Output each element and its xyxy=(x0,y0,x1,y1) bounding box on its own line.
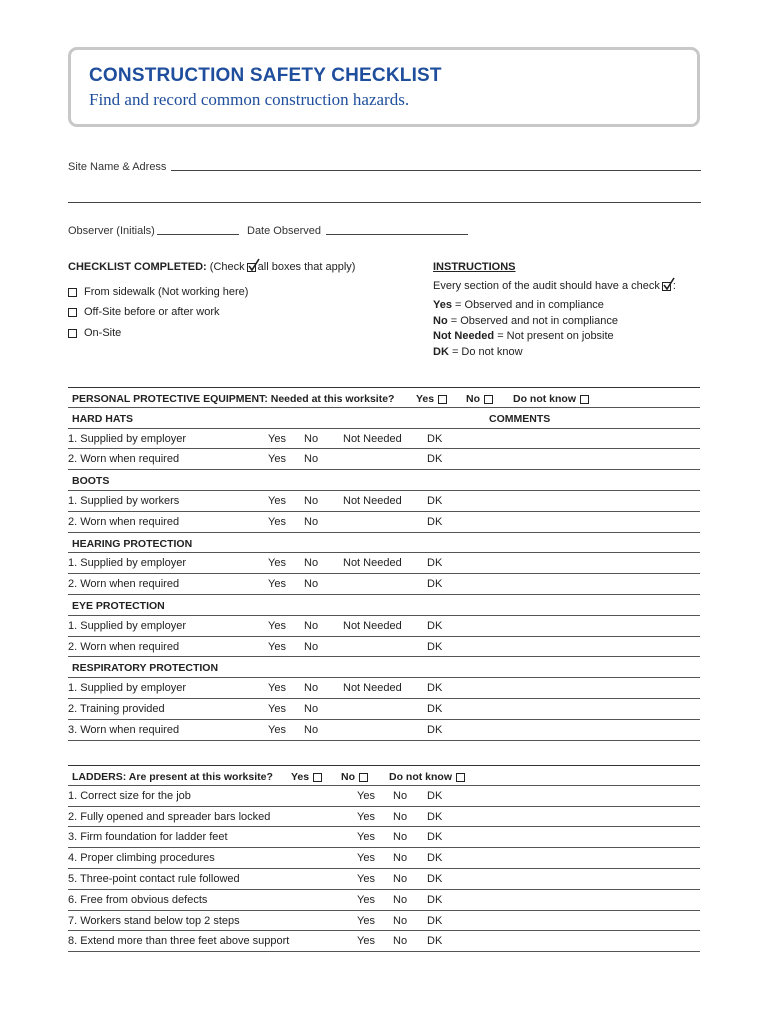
answer-dk[interactable]: DK xyxy=(427,453,443,466)
site-input-line-2[interactable] xyxy=(68,202,701,203)
item-label: 6. Free from obvious defects xyxy=(68,893,208,906)
date-label: Date Observed xyxy=(247,225,321,237)
checklist-row xyxy=(68,807,700,828)
answer-no[interactable]: No xyxy=(304,578,319,591)
checkbox[interactable] xyxy=(484,395,493,404)
item-label: 8. Extend more than three feet above support xyxy=(68,935,290,948)
checklist-row xyxy=(68,429,700,450)
answer-not-needed[interactable]: Not Needed xyxy=(343,682,402,695)
instruction-dk: DK = Do not know xyxy=(433,346,523,358)
checklist-row xyxy=(68,931,700,952)
ppe-question: PERSONAL PROTECTIVE EQUIPMENT: Needed at this worksite? xyxy=(72,393,395,405)
option-sidewalk[interactable]: From sidewalk (Not working here) xyxy=(68,286,248,298)
answer-dk[interactable]: DK xyxy=(427,682,443,695)
checkbox[interactable] xyxy=(68,288,77,297)
item-label: 1. Supplied by employer xyxy=(68,557,187,570)
answer-no[interactable]: No xyxy=(393,789,408,802)
answer-yes[interactable]: Yes xyxy=(357,872,375,885)
answer-dk[interactable]: DK xyxy=(427,810,443,823)
answer-dk[interactable]: DK xyxy=(427,432,443,445)
ladders-no-option[interactable]: No xyxy=(341,771,368,783)
checklist-row xyxy=(68,827,700,848)
checklist-row xyxy=(68,890,700,911)
option-onsite[interactable]: On-Site xyxy=(68,327,121,339)
item-label: 3. Worn when required xyxy=(68,723,180,736)
ppe-dk-option[interactable]: Do not know xyxy=(513,393,589,405)
answer-dk[interactable]: DK xyxy=(427,515,443,528)
option-offsite[interactable]: Off-Site before or after work xyxy=(68,306,220,318)
checkbox[interactable] xyxy=(359,773,368,782)
section-title-row xyxy=(68,657,700,678)
item-label: 4. Proper climbing procedures xyxy=(68,852,215,865)
answer-yes[interactable]: Yes xyxy=(268,723,286,736)
item-label: 2. Training provided xyxy=(68,702,165,715)
checklist-row xyxy=(68,678,700,699)
answer-dk[interactable]: DK xyxy=(427,872,443,885)
checklist-row xyxy=(68,699,700,720)
answer-dk[interactable]: DK xyxy=(427,852,443,865)
checklist-row xyxy=(68,637,700,658)
ladders-question: LADDERS: Are present at this worksite? xyxy=(72,771,273,783)
answer-not-needed[interactable]: Not Needed xyxy=(343,619,402,632)
answer-dk[interactable]: DK xyxy=(427,640,443,653)
checkbox[interactable] xyxy=(68,329,77,338)
comments-heading: COMMENTS xyxy=(489,412,551,425)
answer-yes[interactable]: Yes xyxy=(268,682,286,695)
ppe-no-option[interactable]: No xyxy=(466,393,493,405)
answer-dk[interactable]: DK xyxy=(427,914,443,927)
answer-no[interactable]: No xyxy=(304,515,319,528)
answer-dk[interactable]: DK xyxy=(427,578,443,591)
checkbox[interactable] xyxy=(456,773,465,782)
answer-no[interactable]: No xyxy=(304,640,319,653)
observer-input-line[interactable] xyxy=(157,234,239,235)
page-subtitle: Find and record common construction hazards. xyxy=(89,90,410,109)
item-label: 1. Supplied by employer xyxy=(68,432,187,445)
answer-yes[interactable]: Yes xyxy=(268,453,286,466)
answer-no[interactable]: No xyxy=(393,810,408,823)
title-box xyxy=(68,47,700,127)
checklist-row xyxy=(68,616,700,637)
answer-yes[interactable]: Yes xyxy=(357,810,375,823)
answer-no[interactable]: No xyxy=(304,453,319,466)
site-input-line[interactable] xyxy=(171,170,701,171)
answer-no[interactable]: No xyxy=(393,893,408,906)
section-title-row xyxy=(68,408,700,429)
item-label: 1. Correct size for the job xyxy=(68,789,191,802)
checkmark-icon xyxy=(662,282,671,291)
instruction-no: No = Observed and not in compliance xyxy=(433,315,618,327)
answer-no[interactable]: No xyxy=(304,557,319,570)
item-label: 1. Supplied by workers xyxy=(68,494,180,507)
answer-yes[interactable]: Yes xyxy=(357,935,375,948)
answer-yes[interactable]: Yes xyxy=(268,578,286,591)
answer-yes[interactable]: Yes xyxy=(268,494,286,507)
ppe-yes-option[interactable]: Yes xyxy=(416,393,447,405)
answer-dk[interactable]: DK xyxy=(427,702,443,715)
item-label: 5. Three-point contact rule followed xyxy=(68,872,240,885)
item-label: 2. Worn when required xyxy=(68,453,180,466)
ladders-yes-option[interactable]: Yes xyxy=(291,771,322,783)
answer-no[interactable]: No xyxy=(393,852,408,865)
checklist-row xyxy=(68,720,700,741)
answer-not-needed[interactable]: Not Needed xyxy=(343,494,402,507)
item-label: 2. Worn when required xyxy=(68,640,180,653)
answer-no[interactable]: No xyxy=(393,935,408,948)
answer-yes[interactable]: Yes xyxy=(268,515,286,528)
checklist-row xyxy=(68,512,700,533)
ladders-dk-option[interactable]: Do not know xyxy=(389,771,465,783)
answer-no[interactable]: No xyxy=(304,619,319,632)
item-label: 2. Worn when required xyxy=(68,515,180,528)
answer-yes[interactable]: Yes xyxy=(268,432,286,445)
item-label: 2. Worn when required xyxy=(68,578,180,591)
answer-yes[interactable]: Yes xyxy=(357,831,375,844)
checklist-row xyxy=(68,574,700,595)
checkbox[interactable] xyxy=(313,773,322,782)
checkmark-icon xyxy=(247,263,256,272)
checkbox[interactable] xyxy=(438,395,447,404)
checkbox[interactable] xyxy=(68,308,77,317)
instruction-yes: Yes = Observed and in compliance xyxy=(433,299,604,311)
section-title: BOOTS xyxy=(72,475,110,488)
answer-yes[interactable]: Yes xyxy=(357,789,375,802)
item-label: 3. Firm foundation for ladder feet xyxy=(68,831,228,844)
item-label: 7. Workers stand below top 2 steps xyxy=(68,914,240,927)
ladders-table xyxy=(68,765,700,952)
item-label: 1. Supplied by employer xyxy=(68,682,187,695)
answer-dk[interactable]: DK xyxy=(427,619,443,632)
site-label: Site Name & Adress xyxy=(68,161,167,173)
answer-no[interactable]: No xyxy=(393,831,408,844)
checkbox[interactable] xyxy=(580,395,589,404)
checklist-row xyxy=(68,786,700,807)
answer-yes[interactable]: Yes xyxy=(357,914,375,927)
answer-no[interactable]: No xyxy=(304,723,319,736)
answer-yes[interactable]: Yes xyxy=(357,852,375,865)
instructions-heading: INSTRUCTIONS xyxy=(433,261,516,273)
answer-no[interactable]: No xyxy=(393,914,408,927)
item-label: 1. Supplied by employer xyxy=(68,619,187,632)
answer-not-needed[interactable]: Not Needed xyxy=(343,557,402,570)
answer-dk[interactable]: DK xyxy=(427,893,443,906)
instructions-intro: Every section of the audit should have a check : xyxy=(433,280,676,292)
answer-yes[interactable]: Yes xyxy=(268,557,286,570)
answer-not-needed[interactable]: Not Needed xyxy=(343,432,402,445)
answer-yes[interactable]: Yes xyxy=(357,893,375,906)
item-label: 2. Fully opened and spreader bars locked xyxy=(68,810,271,823)
answer-dk[interactable]: DK xyxy=(427,935,443,948)
checklist-completed-heading: CHECKLIST COMPLETED: (Check all boxes that apply) xyxy=(68,261,355,273)
answer-no[interactable]: No xyxy=(304,682,319,695)
instruction-not-needed: Not Needed = Not present on jobsite xyxy=(433,330,614,342)
answer-no[interactable]: No xyxy=(393,872,408,885)
ladders-header-row xyxy=(68,765,700,786)
answer-yes[interactable]: Yes xyxy=(268,619,286,632)
date-input-line[interactable] xyxy=(326,234,468,235)
checklist-row xyxy=(68,911,700,932)
ppe-header-row xyxy=(68,387,700,408)
section-title: HARD HATS xyxy=(72,412,134,425)
checklist-row xyxy=(68,848,700,869)
section-title-row xyxy=(68,533,700,554)
answer-dk[interactable]: DK xyxy=(427,831,443,844)
answer-yes[interactable]: Yes xyxy=(268,702,286,715)
checklist-row xyxy=(68,491,700,512)
answer-dk[interactable]: DK xyxy=(427,789,443,802)
answer-no[interactable]: No xyxy=(304,702,319,715)
answer-dk[interactable]: DK xyxy=(427,723,443,736)
section-title: RESPIRATORY PROTECTION xyxy=(72,662,219,675)
answer-yes[interactable]: Yes xyxy=(268,640,286,653)
section-title-row xyxy=(68,595,700,616)
answer-no[interactable]: No xyxy=(304,494,319,507)
checklist-row xyxy=(68,449,700,470)
answer-no[interactable]: No xyxy=(304,432,319,445)
observer-label: Observer (Initials) xyxy=(68,225,155,237)
answer-dk[interactable]: DK xyxy=(427,494,443,507)
checklist-row xyxy=(68,553,700,574)
answer-dk[interactable]: DK xyxy=(427,557,443,570)
section-title: HEARING PROTECTION xyxy=(72,537,193,550)
checklist-row xyxy=(68,869,700,890)
page-title: CONSTRUCTION SAFETY CHECKLIST xyxy=(89,65,442,86)
section-title: EYE PROTECTION xyxy=(72,599,165,612)
section-title-row xyxy=(68,470,700,491)
ppe-table xyxy=(68,387,700,741)
